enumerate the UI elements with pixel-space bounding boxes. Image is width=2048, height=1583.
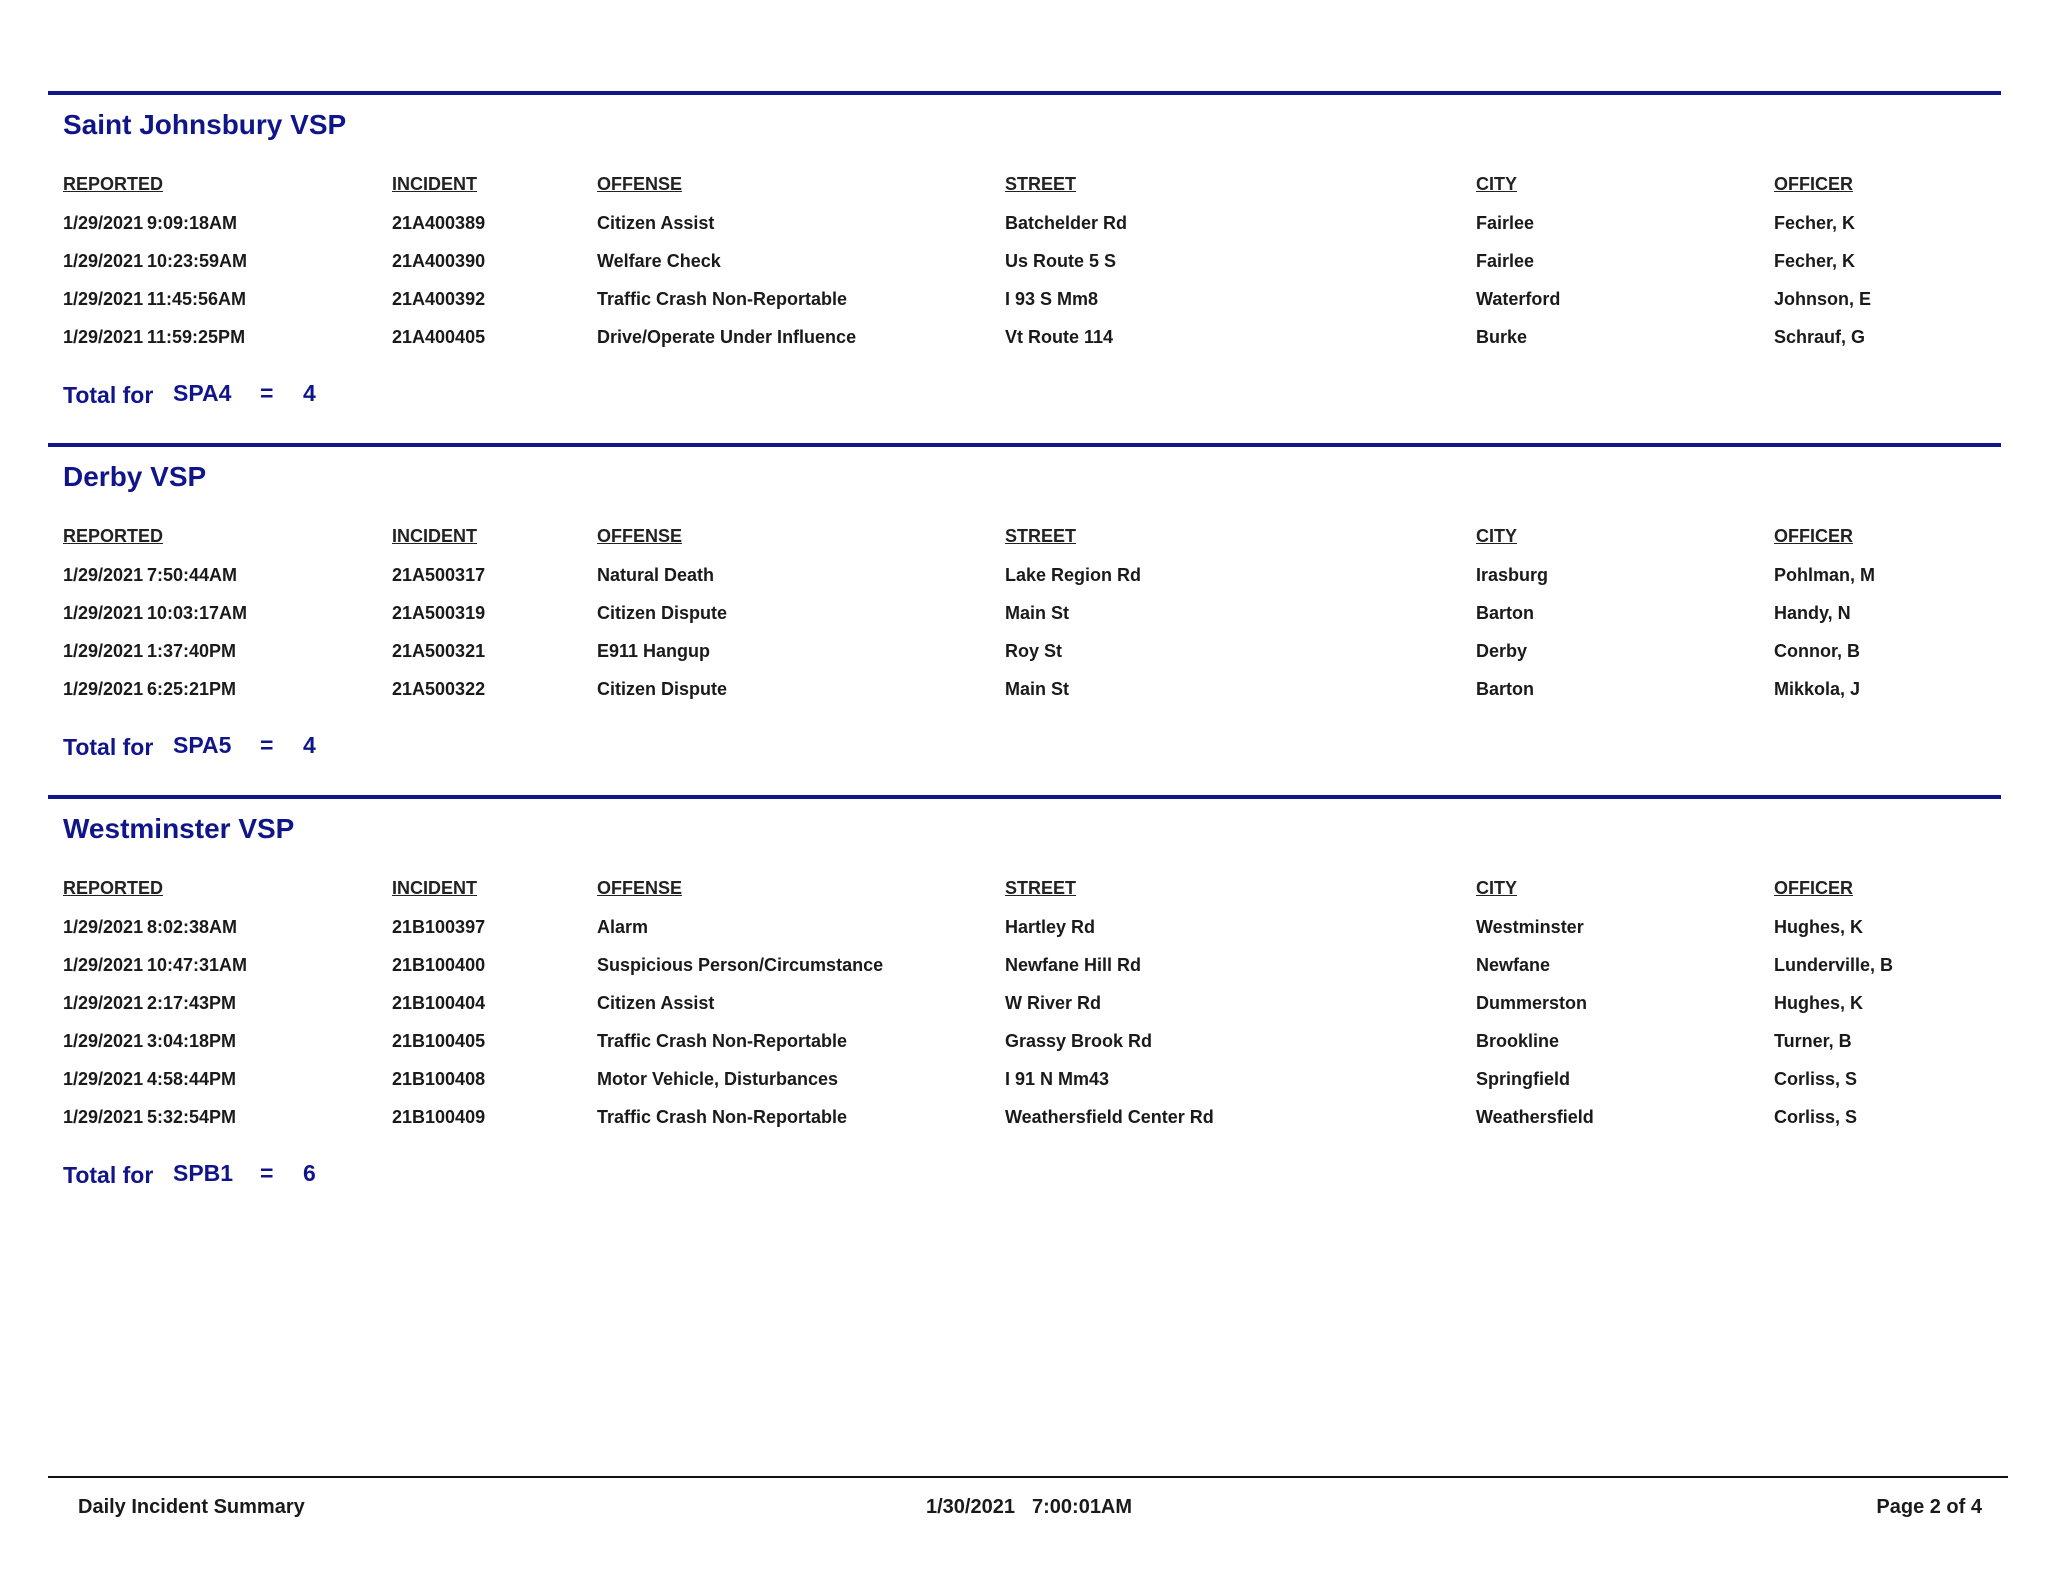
cell-city: Springfield [1476,1069,1570,1089]
cell-reported [63,213,237,234]
cell-offense: Suspicious Person/Circumstance [597,955,884,975]
reported-time: 10:23:59AM [147,251,248,271]
cell-reported [63,955,247,976]
reported-date: 1/29/2021 [63,679,144,699]
section-divider [48,443,2001,447]
section-saint-johnsbury [48,91,2001,421]
cell-city: Irasburg [1476,565,1549,585]
cell-offense: E911 Hangup [597,641,711,661]
cell-city: Barton [1476,679,1534,699]
total-label: Total for [63,382,154,408]
header-incident: INCIDENT [392,174,477,194]
cell-reported [63,1107,236,1128]
footer-date: 1/30/2021 [926,1496,1015,1518]
cell-city: Fairlee [1476,251,1535,271]
cell-offense: Traffic Crash Non-Reportable [597,1031,848,1051]
cell-incident: 21A400405 [392,327,486,347]
cell-street: I 91 N Mm43 [1005,1069,1110,1089]
cell-city: Brookline [1476,1031,1560,1051]
cell-street: Hartley Rd [1005,917,1096,937]
cell-offense: Traffic Crash Non-Reportable [597,1107,848,1127]
reported-time: 5:32:54PM [147,1107,237,1127]
cell-officer: Johnson, E [1774,289,1872,309]
footer-timestamp [926,1496,1132,1519]
cell-offense: Citizen Dispute [597,603,728,623]
reported-time: 6:25:21PM [147,679,237,699]
reported-time: 8:02:38AM [147,917,238,937]
section-total [63,1160,316,1189]
section-total [63,380,316,409]
reported-date: 1/29/2021 [63,327,144,347]
cell-incident: 21A500319 [392,603,486,623]
header-incident: INCIDENT [392,878,477,898]
cell-street: Newfane Hill Rd [1005,955,1142,975]
total-count: 4 [303,732,316,758]
total-equals: = [260,1160,274,1186]
cell-street: W River Rd [1005,993,1102,1013]
cell-offense: Motor Vehicle, Disturbances [597,1069,839,1089]
total-label: Total for [63,734,154,760]
total-code: SPA4 [173,380,232,406]
header-offense: OFFENSE [597,878,683,898]
footer-report-title: Daily Incident Summary [78,1496,305,1518]
reported-time: 4:58:44PM [147,1069,237,1089]
cell-reported [63,327,245,348]
cell-incident: 21A500322 [392,679,486,699]
reported-date: 1/29/2021 [63,1031,144,1051]
total-equals: = [260,732,274,758]
header-offense: OFFENSE [597,174,683,194]
cell-officer: Handy, N [1774,603,1851,623]
reported-date: 1/29/2021 [63,641,144,661]
cell-officer: Corliss, S [1774,1069,1858,1089]
header-street: STREET [1005,174,1077,194]
cell-reported [63,1031,236,1052]
cell-incident: 21B100408 [392,1069,486,1089]
header-officer: OFFICER [1774,526,1853,546]
total-count: 6 [303,1160,316,1186]
cell-officer: Turner, B [1774,1031,1852,1051]
reported-date: 1/29/2021 [63,1107,144,1127]
header-city: CITY [1476,174,1518,194]
section-title: Derby VSP [63,461,207,492]
cell-city: Barton [1476,603,1534,623]
cell-reported [63,289,246,310]
cell-offense: Natural Death [597,565,715,585]
reported-time: 11:45:56AM [147,289,247,309]
cell-incident: 21A400392 [392,289,486,309]
total-code: SPB1 [173,1160,234,1186]
cell-reported [63,565,237,586]
reported-time: 10:03:17AM [147,603,248,623]
cell-incident: 21B100404 [392,993,486,1013]
total-count: 4 [303,380,316,406]
reported-time: 9:09:18AM [147,213,238,233]
section-title: Westminster VSP [63,813,295,844]
section-divider [48,91,2001,95]
cell-offense: Traffic Crash Non-Reportable [597,289,848,309]
reported-date: 1/29/2021 [63,917,144,937]
cell-offense: Welfare Check [597,251,721,271]
cell-reported [63,679,236,700]
cell-officer: Fecher, K [1774,251,1856,271]
reported-time: 2:17:43PM [147,993,237,1013]
cell-officer: Schrauf, G [1774,327,1866,347]
cell-street: Lake Region Rd [1005,565,1142,585]
cell-offense: Citizen Assist [597,993,715,1013]
header-reported: REPORTED [63,174,164,194]
cell-reported [63,993,236,1014]
cell-reported [63,1069,236,1090]
reported-time: 10:47:31AM [147,955,248,975]
cell-incident: 21A500321 [392,641,486,661]
section-divider [48,795,2001,799]
cell-street: Batchelder Rd [1005,213,1128,233]
cell-city: Newfane [1476,955,1551,975]
reported-time: 1:37:40PM [147,641,237,661]
header-city: CITY [1476,526,1518,546]
footer-divider [48,1476,2008,1478]
cell-street: Weathersfield Center Rd [1005,1107,1214,1127]
header-city: CITY [1476,878,1518,898]
section-title: Saint Johnsbury VSP [63,109,347,140]
cell-city: Waterford [1476,289,1561,309]
reported-time: 7:50:44AM [147,565,238,585]
cell-incident: 21A400390 [392,251,486,271]
cell-street: Vt Route 114 [1005,327,1114,347]
reported-date: 1/29/2021 [63,993,144,1013]
cell-officer: Lunderville, B [1774,955,1894,975]
footer-page-number: Page 2 of 4 [1876,1496,1982,1518]
cell-city: Derby [1476,641,1528,661]
reported-time: 3:04:18PM [147,1031,237,1051]
total-code: SPA5 [173,732,232,758]
cell-street: Grassy Brook Rd [1005,1031,1153,1051]
footer-time: 7:00:01AM [1032,1496,1133,1518]
cell-officer: Pohlman, M [1774,565,1876,585]
reported-date: 1/29/2021 [63,955,144,975]
cell-street: I 93 S Mm8 [1005,289,1099,309]
header-reported: REPORTED [63,878,164,898]
cell-city: Fairlee [1476,213,1535,233]
cell-incident: 21B100397 [392,917,486,937]
reported-date: 1/29/2021 [63,251,144,271]
reported-date: 1/29/2021 [63,565,144,585]
header-reported: REPORTED [63,526,164,546]
section-westminster [48,795,2001,1195]
reported-time: 11:59:25PM [147,327,246,347]
cell-officer: Corliss, S [1774,1107,1858,1127]
cell-street: Main St [1005,603,1070,623]
header-offense: OFFENSE [597,526,683,546]
cell-incident: 21B100409 [392,1107,486,1127]
cell-reported [63,603,247,624]
reported-date: 1/29/2021 [63,1069,144,1089]
cell-street: Us Route 5 S [1005,251,1117,271]
cell-incident: 21B100400 [392,955,486,975]
cell-officer: Hughes, K [1774,917,1864,937]
reported-date: 1/29/2021 [63,603,144,623]
cell-reported [63,641,236,662]
cell-officer: Fecher, K [1774,213,1856,233]
cell-city: Weathersfield [1476,1107,1594,1127]
cell-reported [63,917,237,938]
cell-incident: 21B100405 [392,1031,486,1051]
cell-offense: Alarm [597,917,649,937]
cell-city: Burke [1476,327,1528,347]
header-street: STREET [1005,878,1077,898]
cell-offense: Drive/Operate Under Influence [597,327,857,347]
cell-offense: Citizen Dispute [597,679,728,699]
section-total [63,732,316,761]
header-officer: OFFICER [1774,878,1853,898]
header-officer: OFFICER [1774,174,1853,194]
cell-officer: Connor, B [1774,641,1860,661]
reported-date: 1/29/2021 [63,289,144,309]
cell-incident: 21A500317 [392,565,486,585]
cell-reported [63,251,247,272]
section-derby [48,443,2001,773]
cell-incident: 21A400389 [392,213,486,233]
cell-street: Main St [1005,679,1070,699]
reported-date: 1/29/2021 [63,213,144,233]
cell-officer: Mikkola, J [1774,679,1861,699]
cell-city: Dummerston [1476,993,1588,1013]
cell-street: Roy St [1005,641,1063,661]
header-street: STREET [1005,526,1077,546]
cell-city: Westminster [1476,917,1584,937]
total-label: Total for [63,1162,154,1188]
header-incident: INCIDENT [392,526,477,546]
cell-offense: Citizen Assist [597,213,715,233]
total-equals: = [260,380,274,406]
cell-officer: Hughes, K [1774,993,1864,1013]
